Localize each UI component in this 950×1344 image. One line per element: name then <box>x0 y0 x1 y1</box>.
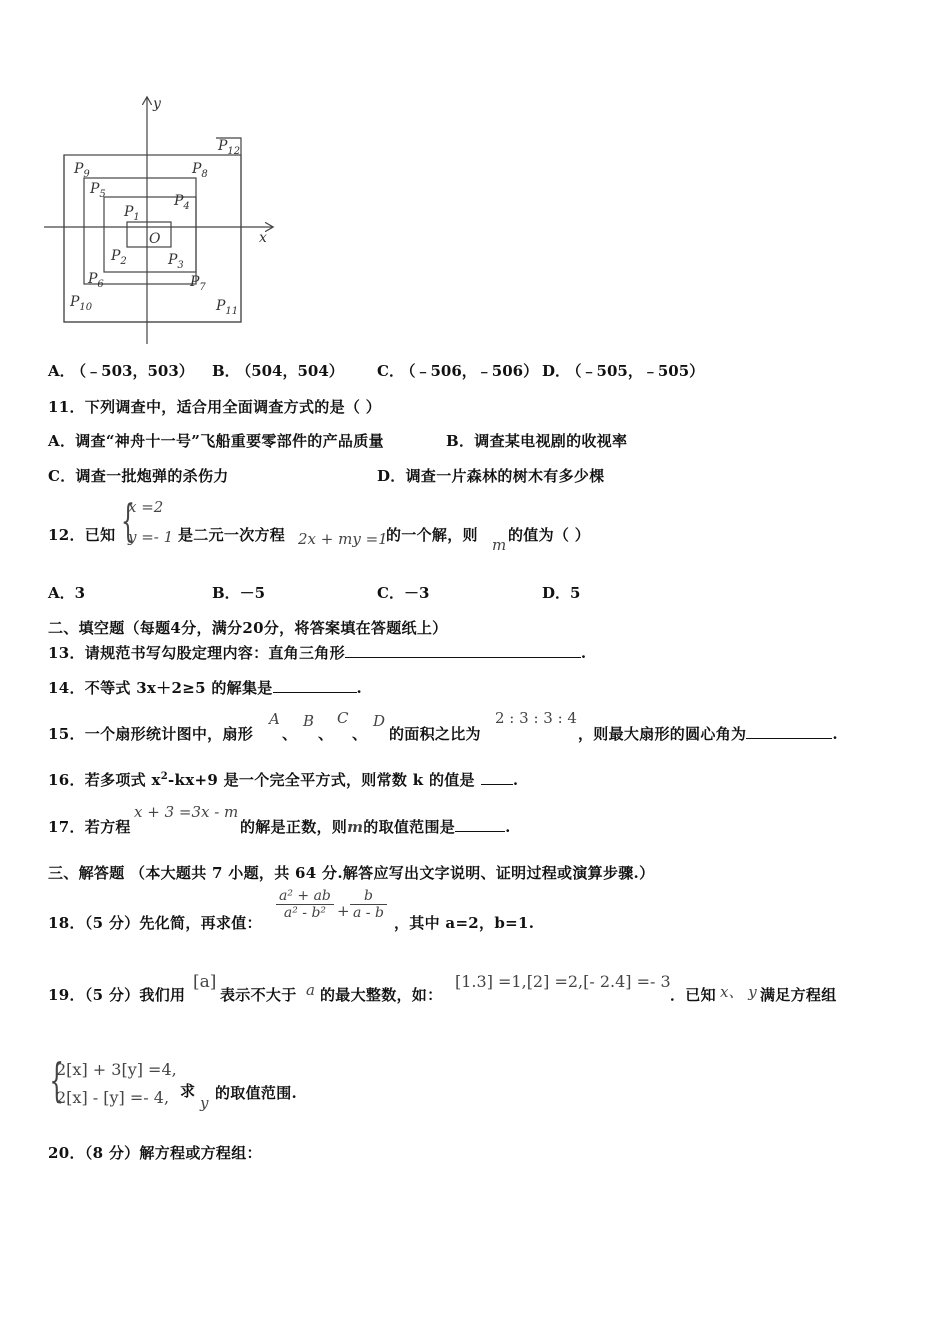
q19-mid1: 表示不大于 <box>220 986 297 1004</box>
q19-bracket-a: [a] <box>193 972 217 992</box>
q13: 13．请规范书写勾股定理内容：直角三角形 . <box>48 644 587 662</box>
q20: 20．（8 分）解方程或方程组： <box>48 1144 262 1162</box>
q15-mid: 的面积之比为 <box>389 725 481 743</box>
q15-answer-blank[interactable] <box>746 724 832 739</box>
point-p10: $P_{10}$ <box>70 294 93 313</box>
q19-var-y: y <box>200 1094 209 1112</box>
q19-var-a: a <box>306 981 315 999</box>
q11-option-b: B．调查某电视剧的收视率 <box>446 432 628 450</box>
section2-heading: 二、填空题（每题4分，满分20分，将答案填在答题纸上） <box>48 619 448 637</box>
x-axis-label: x <box>259 230 267 246</box>
point-p4: $P_4$ <box>174 193 190 212</box>
q19-mid3: ．已知 <box>670 986 716 1004</box>
point-p6: $P_6$ <box>88 271 104 290</box>
q19-xy: x、 y <box>720 983 757 1001</box>
point-p5: $P_5$ <box>90 181 106 200</box>
q15-sep2: 、 <box>318 725 334 743</box>
q19-system-line1: 2[x] + 3[y] =4, <box>56 1060 177 1079</box>
origin-label: O <box>149 231 161 247</box>
q17-equation: x + 3 =3x - m <box>134 803 239 821</box>
q15-suffix: ，则最大扇形的圆心角为 . <box>578 725 838 743</box>
q12-system-line2: y =- 1 <box>128 528 174 546</box>
q14: 14．不等式 3x＋2≥5 的解集是 . <box>48 679 363 697</box>
q11-stem: 11．下列调查中，适合用全面调查方式的是（ ） <box>48 398 381 416</box>
point-p9: $P_9$ <box>74 161 90 180</box>
q19-examples: [1.3] =1,[2] =2,[- 2.4] =- 3 <box>455 972 671 991</box>
q10-option-d: D． （﹣505，﹣505） <box>542 362 705 380</box>
q18-suffix: ，其中 a=2，b=1. <box>394 914 535 932</box>
q19-suffix: 满足方程组 <box>760 986 837 1004</box>
q18-fraction-1: $\frac{\text{a² + ab}}{\text{a² - b²}}$ <box>276 888 334 921</box>
q19-brace: { <box>49 1053 64 1107</box>
q11-option-d: D．调查一片森林的树木有多少棵 <box>377 467 605 485</box>
q11-option-a: A．调查“神舟十一号”飞船重要零部件的产品质量 <box>48 432 384 450</box>
point-p12: $P_{12}$ <box>218 138 241 157</box>
q12-brace: { <box>121 496 135 547</box>
q15-sector-d: D <box>373 712 386 730</box>
spiral-coordinate-figure <box>40 92 280 352</box>
q17-rest: 的解是正数，则m的取值范围是 . <box>240 818 511 836</box>
point-p8: $P_8$ <box>192 161 208 180</box>
point-p3: $P_3$ <box>168 252 184 271</box>
point-p2: $P_2$ <box>111 248 127 267</box>
q12-prefix: 12．已知 <box>48 526 116 544</box>
q12-option-c: C．－3 <box>377 584 430 602</box>
q10-option-a: A． （﹣503，503） <box>48 362 194 380</box>
q17-answer-blank[interactable] <box>455 817 505 832</box>
q12-equation: 2x + my =1 <box>298 530 388 548</box>
q17-prefix: 17．若方程 <box>48 818 131 836</box>
q10-option-c: C． （﹣506，﹣506） <box>377 362 539 380</box>
q15-sep1: 、 <box>282 725 298 743</box>
q15-ratio: 2 : 3 : 3 : 4 <box>495 709 577 727</box>
q15-sector-b: B <box>303 712 315 730</box>
q15-sep3: 、 <box>352 725 368 743</box>
q15-prefix: 15．一个扇形统计图中，扇形 <box>48 725 254 743</box>
q12-option-a: A．3 <box>48 584 86 602</box>
q19-ask: 求 <box>180 1082 196 1100</box>
point-p1: $P_1$ <box>124 204 140 223</box>
q18-prefix: 18．（5 分）先化简，再求值： <box>48 914 262 932</box>
q14-answer-blank[interactable] <box>273 678 357 693</box>
q10-option-b: B． （504，504） <box>212 362 344 380</box>
q19-end: 的取值范围. <box>215 1084 298 1102</box>
q19-mid2: 的最大整数，如： <box>320 986 443 1004</box>
q12-variable: m <box>492 536 507 554</box>
q12-option-d: D．5 <box>542 584 581 602</box>
q19-system-line2: 2[x] - [y] =- 4, <box>56 1088 170 1107</box>
q18-fraction-2: $\frac{b}{a - b}$ <box>350 888 387 921</box>
q15-sector-c: C <box>337 709 349 727</box>
q12-system-line1: x =2 <box>128 498 164 516</box>
point-p11: $P_{11}$ <box>216 298 239 317</box>
section3-heading: 三、解答题 （本大题共 7 小题，共 64 分.解答应写出文字说明、证明过程或演算步骤.） <box>48 864 655 882</box>
q16-answer-blank[interactable] <box>481 770 513 785</box>
q15-sector-a: A <box>269 710 280 728</box>
q12-suffix: 的值为（ ） <box>508 526 591 544</box>
q12-mid: 是二元一次方程 <box>178 526 286 544</box>
q16: 16．若多项式 $x^2-kx+9$ 是一个完全平方式，则常数 k 的值是 . <box>48 771 519 789</box>
q12-option-b: B．－5 <box>212 584 266 602</box>
q12-mid2: 的一个解，则 <box>386 526 478 544</box>
q11-option-c: C．调查一批炮弹的杀伤力 <box>48 467 229 485</box>
point-p7: $P_7$ <box>190 274 206 293</box>
q18-plus: + <box>337 902 350 920</box>
q19-prefix: 19．（5 分）我们用 <box>48 986 186 1004</box>
outer-spiral <box>64 138 241 322</box>
q13-answer-blank[interactable] <box>345 643 581 658</box>
y-axis-label: y <box>153 96 161 112</box>
